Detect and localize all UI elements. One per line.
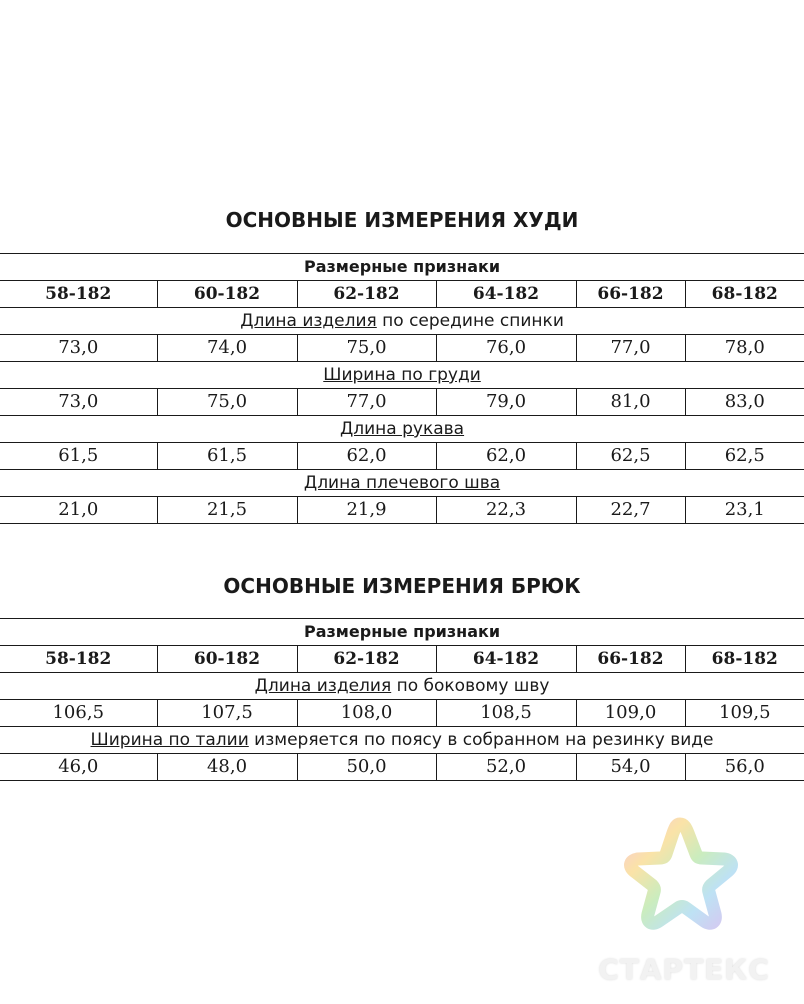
size-cell: 68-182 bbox=[685, 646, 804, 673]
trousers-title: ОСНОВНЫЕ ИЗМЕРЕНИЯ БРЮК bbox=[223, 574, 581, 598]
sizes-row bbox=[0, 281, 804, 308]
value-cell: 62,5 bbox=[576, 443, 685, 470]
value-cell: 21,5 bbox=[157, 497, 297, 524]
value-cell: 79,0 bbox=[436, 389, 576, 416]
measurement-values-row bbox=[0, 443, 804, 470]
size-features-header: Размерные признаки bbox=[0, 619, 804, 646]
size-cell: 64-182 bbox=[436, 281, 576, 308]
value-cell: 46,0 bbox=[0, 754, 157, 781]
size-cell: 60-182 bbox=[157, 646, 297, 673]
size-cell: 66-182 bbox=[576, 281, 685, 308]
size-cell: 64-182 bbox=[436, 646, 576, 673]
size-cell: 58-182 bbox=[0, 281, 157, 308]
value-cell: 73,0 bbox=[0, 389, 157, 416]
value-cell: 77,0 bbox=[576, 335, 685, 362]
measurement-values-row bbox=[0, 389, 804, 416]
measurement-label-main: Длина рукава bbox=[339, 419, 465, 439]
star-logo-icon bbox=[620, 816, 740, 934]
value-cell: 74,0 bbox=[157, 335, 297, 362]
value-cell: 109,5 bbox=[685, 700, 804, 727]
value-cell: 22,3 bbox=[436, 497, 576, 524]
value-cell: 62,0 bbox=[436, 443, 576, 470]
value-cell: 109,0 bbox=[576, 700, 685, 727]
value-cell: 22,7 bbox=[576, 497, 685, 524]
trousers-size-table bbox=[0, 618, 804, 781]
measurement-label-row bbox=[0, 416, 804, 443]
value-cell: 75,0 bbox=[157, 389, 297, 416]
measurement-label-main: Длина изделия bbox=[240, 311, 377, 331]
measurement-label-row bbox=[0, 470, 804, 497]
value-cell: 73,0 bbox=[0, 335, 157, 362]
table-header-row bbox=[0, 619, 804, 646]
size-cell: 60-182 bbox=[157, 281, 297, 308]
value-cell: 107,5 bbox=[157, 700, 297, 727]
value-cell: 62,0 bbox=[297, 443, 436, 470]
measurement-label bbox=[0, 727, 804, 754]
watermark-text: СТАРТЕКС bbox=[598, 953, 770, 986]
measurement-label bbox=[0, 673, 804, 700]
watermark bbox=[584, 816, 784, 986]
measurement-label-main: Длина плечевого шва bbox=[303, 473, 501, 493]
size-cell: 68-182 bbox=[685, 281, 804, 308]
table-header-row bbox=[0, 254, 804, 281]
size-cell: 62-182 bbox=[297, 646, 436, 673]
measurement-values-row bbox=[0, 497, 804, 524]
value-cell: 83,0 bbox=[685, 389, 804, 416]
value-cell: 48,0 bbox=[157, 754, 297, 781]
measurement-label-detail: по боковому шву bbox=[391, 676, 550, 696]
measurement-label-detail: по середине спинки bbox=[376, 311, 564, 331]
measurement-label-row bbox=[0, 308, 804, 335]
value-cell: 81,0 bbox=[576, 389, 685, 416]
measurement-label-main: Ширина по груди bbox=[323, 365, 481, 385]
hoodie-title: ОСНОВНЫЕ ИЗМЕРЕНИЯ ХУДИ bbox=[225, 208, 579, 232]
measurement-label-main: Длина изделия bbox=[254, 676, 392, 696]
measurement-label bbox=[0, 470, 804, 497]
measurement-label-main: Ширина по талии bbox=[90, 730, 249, 750]
value-cell: 61,5 bbox=[157, 443, 297, 470]
measurement-label bbox=[0, 308, 804, 335]
measurement-values-row bbox=[0, 754, 804, 781]
value-cell: 108,5 bbox=[436, 700, 576, 727]
measurement-label-detail: измеряется по поясу в собранном на резинку виде bbox=[248, 730, 714, 750]
value-cell: 78,0 bbox=[685, 335, 804, 362]
size-cell: 58-182 bbox=[0, 646, 157, 673]
value-cell: 108,0 bbox=[297, 700, 436, 727]
value-cell: 77,0 bbox=[297, 389, 436, 416]
measurement-label bbox=[0, 362, 804, 389]
size-cell: 66-182 bbox=[576, 646, 685, 673]
value-cell: 61,5 bbox=[0, 443, 157, 470]
measurement-label-row bbox=[0, 727, 804, 754]
value-cell: 21,0 bbox=[0, 497, 157, 524]
value-cell: 21,9 bbox=[297, 497, 436, 524]
value-cell: 56,0 bbox=[685, 754, 804, 781]
value-cell: 54,0 bbox=[576, 754, 685, 781]
sizes-row bbox=[0, 646, 804, 673]
measurement-values-row bbox=[0, 700, 804, 727]
measurement-values-row bbox=[0, 335, 804, 362]
value-cell: 23,1 bbox=[685, 497, 804, 524]
measurement-label bbox=[0, 416, 804, 443]
measurement-label-row bbox=[0, 362, 804, 389]
size-cell: 62-182 bbox=[297, 281, 436, 308]
value-cell: 52,0 bbox=[436, 754, 576, 781]
hoodie-size-table bbox=[0, 253, 804, 524]
value-cell: 62,5 bbox=[685, 443, 804, 470]
value-cell: 75,0 bbox=[297, 335, 436, 362]
measurement-label-row bbox=[0, 673, 804, 700]
value-cell: 50,0 bbox=[297, 754, 436, 781]
value-cell: 76,0 bbox=[436, 335, 576, 362]
value-cell: 106,5 bbox=[0, 700, 157, 727]
size-features-header: Размерные признаки bbox=[0, 254, 804, 281]
